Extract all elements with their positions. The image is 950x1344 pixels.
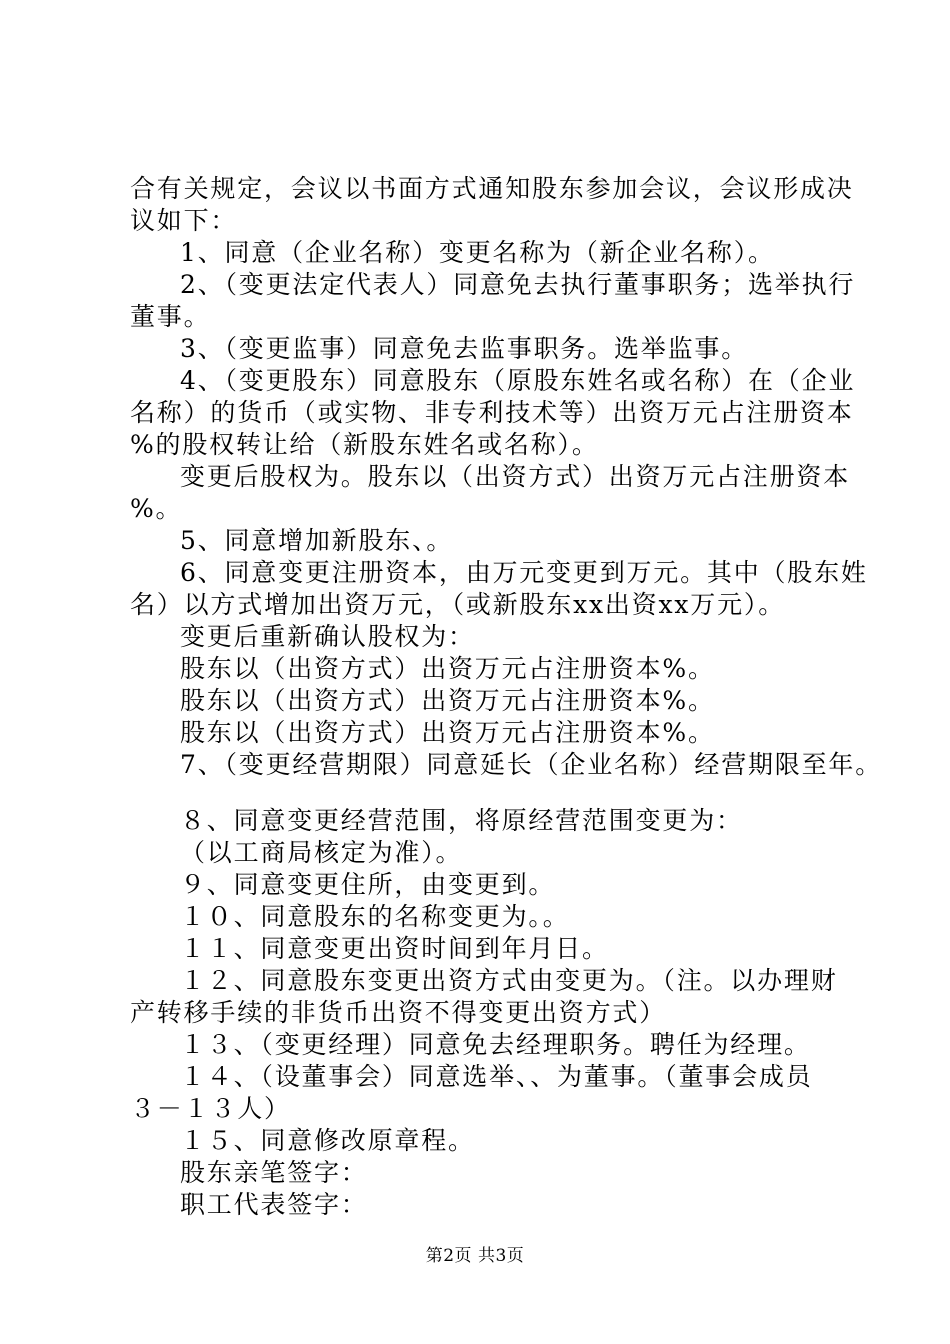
resolution-item-1: 1、同意（企业名称）变更名称为（新企业名称）。 <box>180 238 775 267</box>
text-line: ３－１３人） <box>130 1094 291 1123</box>
resolution-item-6: 6、同意变更注册资本，由万元变更到万元。其中（股东姓 <box>180 558 868 587</box>
equity-line: 股东以（出资方式）出资万元占注册资本%。 <box>180 686 715 715</box>
resolution-item-9: ９、同意变更住所，由变更到。 <box>180 870 556 899</box>
resolution-item-13: １３、（变更经理）同意免去经理职务。聘任为经理。 <box>180 1030 811 1059</box>
resolution-item-7: 7、（变更经营期限）同意延长（企业名称）经营期限至年。 <box>180 750 883 779</box>
text-line: %。 <box>130 494 183 523</box>
equity-line: 股东以（出资方式）出资万元占注册资本%。 <box>180 718 715 747</box>
employee-representative-signature-label: 职工代表签字： <box>180 1190 368 1219</box>
text-line: 产转移手续的非货币出资不得变更出资方式） <box>130 998 667 1027</box>
resolution-item-15: １５、同意修改原章程。 <box>180 1126 475 1155</box>
text-line: %的股权转让给（新股东姓名或名称）。 <box>130 430 599 459</box>
text-line: 变更后重新确认股权为： <box>180 622 475 651</box>
resolution-item-14: １４、（设董事会）同意选举、、为董事。（董事会成员 <box>180 1062 813 1091</box>
paragraph-gap <box>130 781 835 805</box>
text-line: 变更后股权为。股东以（出资方式）出资万元占注册资本 <box>180 462 851 491</box>
resolution-item-5: 5、同意增加新股东、。 <box>180 526 454 555</box>
resolution-item-4: 4、（变更股东）同意股东（原股东姓名或名称）在（企业 <box>180 366 856 395</box>
text-line: 合有关规定，会议以书面方式通知股东参加会议，会议形成决 <box>130 174 854 203</box>
text-line: （以工商局核定为准）。 <box>180 838 463 867</box>
resolution-item-8: ８、同意变更经营范围，将原经营范围变更为： <box>180 806 743 835</box>
document-body <box>130 173 883 1221</box>
text-line: 议如下： <box>130 206 238 235</box>
page-footer: 第2页 共3页 <box>425 1246 525 1266</box>
shareholder-signature-label: 股东亲笔签字： <box>180 1158 368 1187</box>
resolution-item-3: 3、（变更监事）同意免去监事职务。选举监事。 <box>180 334 749 363</box>
resolution-item-12: １２、同意股东变更出资方式由变更为。（注。以办理财 <box>180 966 838 995</box>
text-line: 名称）的货币（或实物、非专利技术等）出资万元占注册资本 <box>130 398 854 427</box>
equity-line: 股东以（出资方式）出资万元占注册资本%。 <box>180 654 715 683</box>
text-line: 名）以方式增加出资万元，（或新股东xx出资xx万元）。 <box>130 590 785 619</box>
resolution-item-2: 2、（变更法定代表人）同意免去执行董事职务；选举执行 <box>180 270 856 299</box>
text-line: 董事。 <box>130 302 211 331</box>
resolution-item-11: １１、同意变更出资时间到年月日。 <box>180 934 609 963</box>
resolution-item-10: １０、同意股东的名称变更为。。 <box>180 902 570 931</box>
